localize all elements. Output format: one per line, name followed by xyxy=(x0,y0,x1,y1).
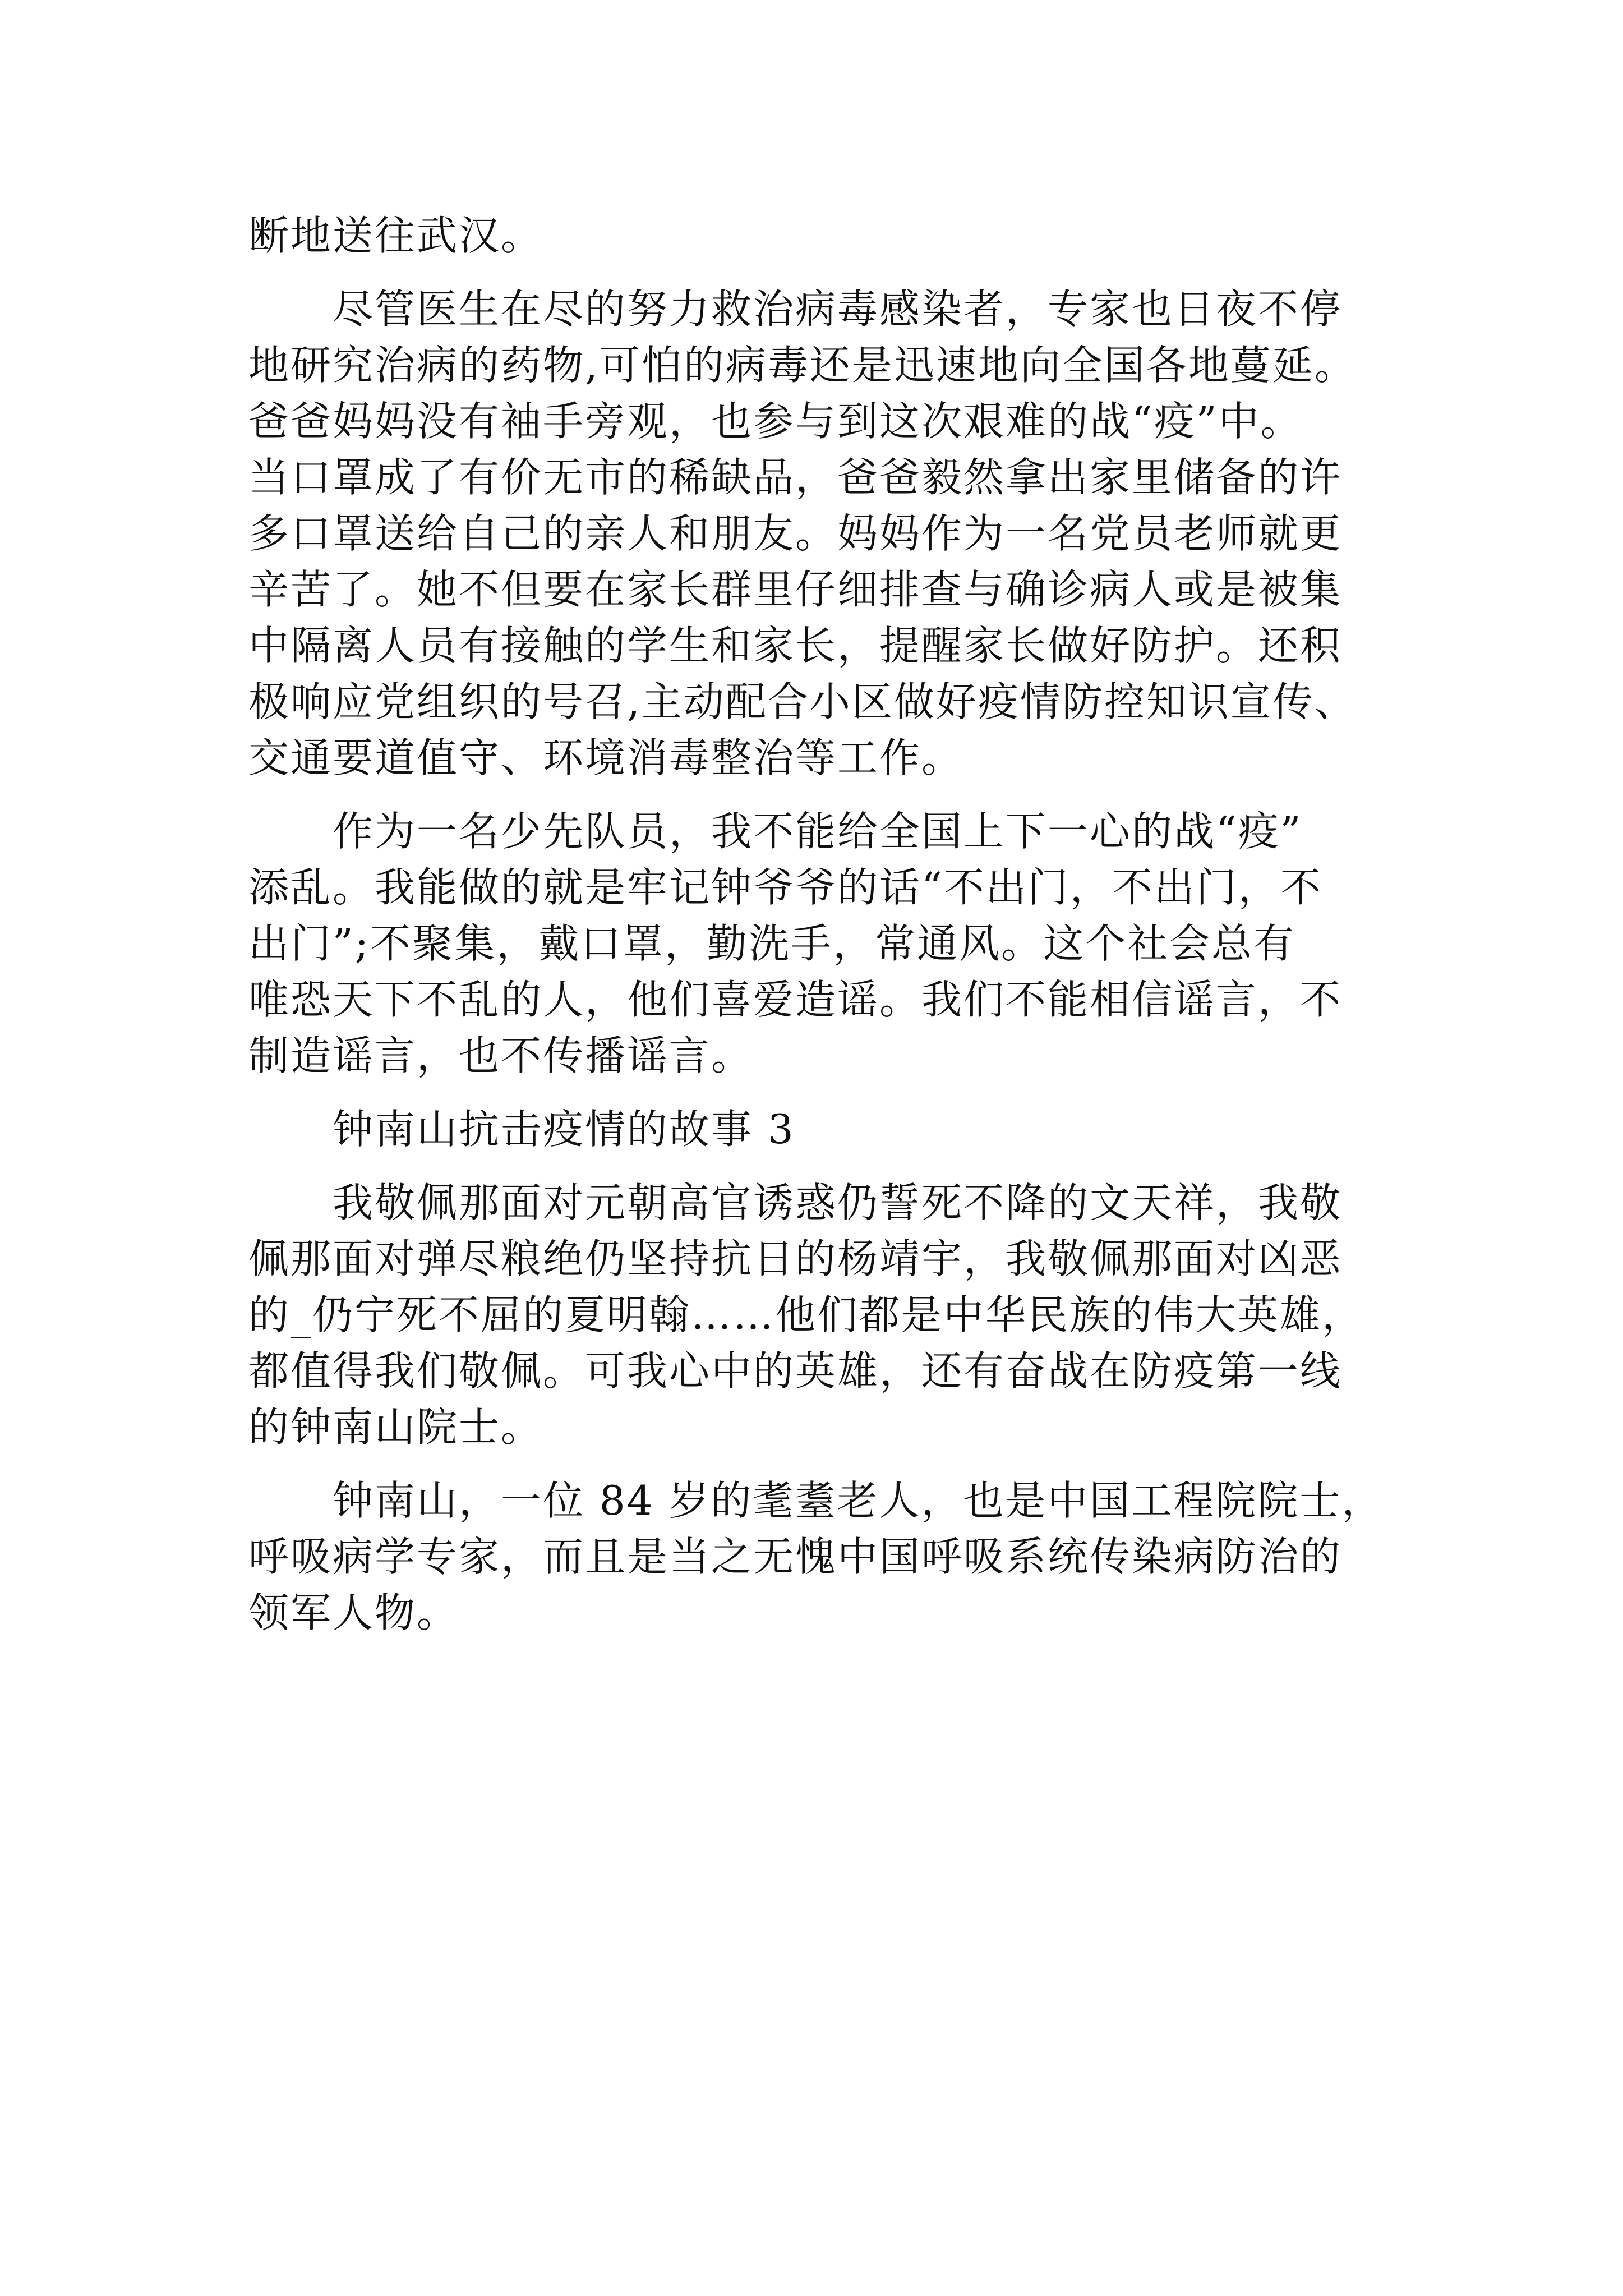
text-line: 唯恐天下不乱的人，他们喜爱造谣。我们不能相信谣言，不 xyxy=(248,976,1343,1023)
text-line: 当口罩成了有价无市的稀缺品，爸爸毅然拿出家里储备的许 xyxy=(248,454,1343,501)
paragraph-1 xyxy=(248,208,1449,264)
paragraph-4 xyxy=(248,1175,1449,1455)
text-line: 领军人物。 xyxy=(248,1589,459,1636)
section-heading xyxy=(248,1101,1449,1157)
text-line: 多口罩送给自己的亲人和朋友。妈妈作为一名党员老师就更 xyxy=(248,510,1343,557)
text-line: 的钟南山院士。 xyxy=(248,1404,543,1451)
text-line: 极响应党组织的号召,主动配合小区做好疫情防控知识宣传、 xyxy=(248,678,1357,725)
text-line: 中隔离人员有接触的学生和家长，提醒家长做好防护。还积 xyxy=(248,622,1343,669)
text-line: 我敬佩那面对元朝高官诱惑仍誓死不降的文天祥，我敬 xyxy=(333,1179,1343,1226)
document-body xyxy=(248,208,1449,1641)
text-line: 出门”;不聚集，戴口罩，勤洗手，常通风。这个社会总有 xyxy=(248,920,1296,967)
paragraph-2 xyxy=(248,281,1449,786)
text-line: 交通要道值守、环境消毒整治等工作。 xyxy=(248,734,964,781)
text-line: 作为一名少先队员，我不能给全国上下一心的战“疫” xyxy=(333,808,1303,855)
paragraph-5 xyxy=(248,1473,1449,1641)
section-title: 钟南山抗击疫情的故事 3 xyxy=(333,1106,795,1153)
text-line: 辛苦了。她不但要在家长群里仔细排查与确诊病人或是被集 xyxy=(248,566,1343,613)
text-line: 佩那面对弹尽粮绝仍坚持抗日的杨靖宇，我敬佩那面对凶恶 xyxy=(248,1235,1343,1282)
text-line: 断地送往武汉。 xyxy=(248,212,543,259)
text-line: 尽管医生在尽的努力救治病毒感染者，专家也日夜不停 xyxy=(333,286,1343,333)
paragraph-3 xyxy=(248,803,1449,1084)
text-line: 钟南山，一位 84 岁的耄耋老人，也是中国工程院院士， xyxy=(333,1477,1384,1524)
text-line: 爸爸妈妈没有袖手旁观，也参与到这次艰难的战“疫”中。 xyxy=(248,398,1303,445)
text-line: 制造谣言，也不传播谣言。 xyxy=(248,1032,754,1079)
text-line: 的_仍宁死不屈的夏明翰……他们都是中华民族的伟大英雄， xyxy=(248,1291,1364,1338)
text-line: 地研究治病的药物,可怕的病毒还是迅速地向全国各地蔓延。 xyxy=(248,342,1357,389)
text-line: 添乱。我能做的就是牢记钟爷爷的话“不出门，不出门，不 xyxy=(248,864,1322,911)
text-line: 都值得我们敬佩。可我心中的英雄，还有奋战在防疫第一线 xyxy=(248,1347,1343,1395)
text-line: 呼吸病学专家，而且是当之无愧中国呼吸系统传染病防治的 xyxy=(248,1533,1343,1580)
